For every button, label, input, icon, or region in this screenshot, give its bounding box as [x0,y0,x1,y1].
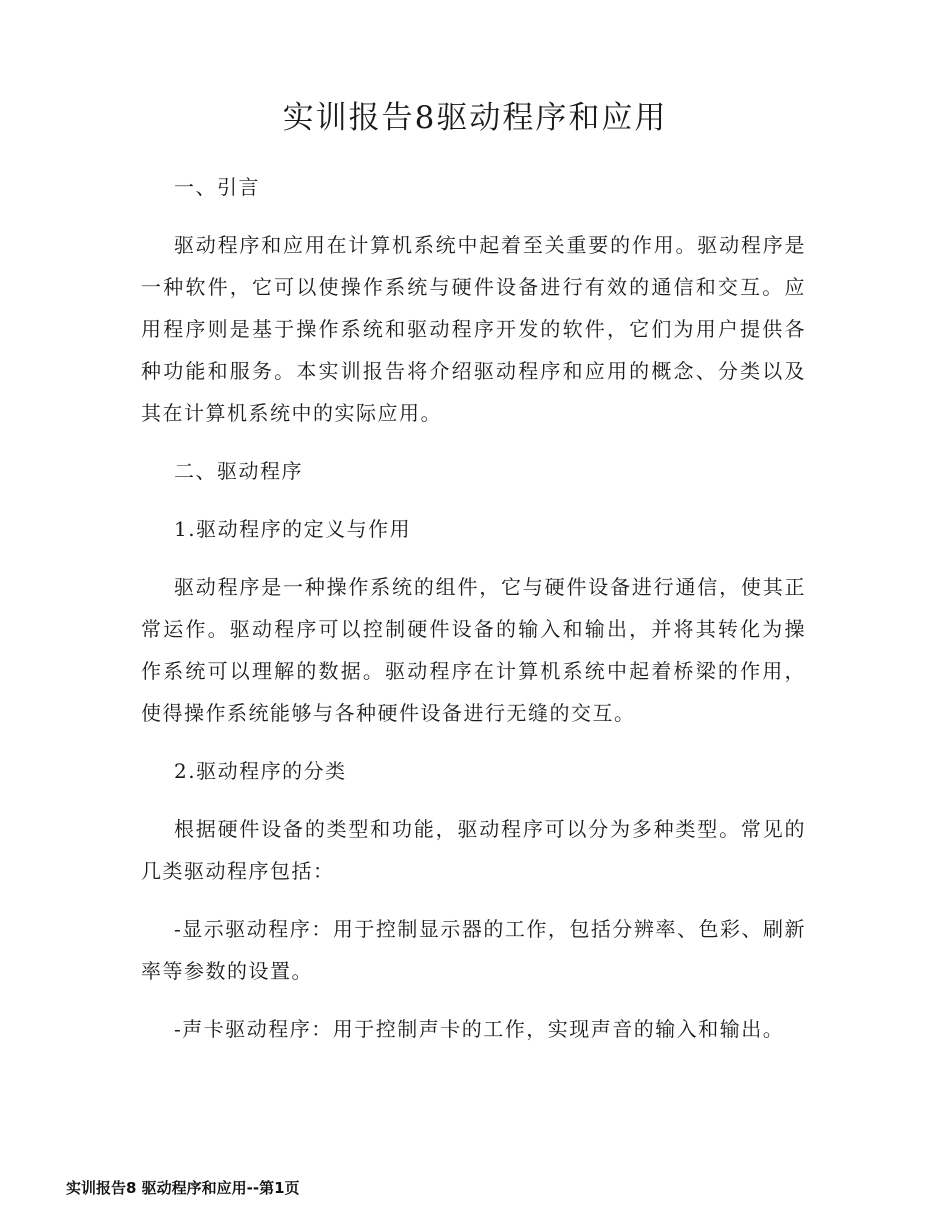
subsection-heading-definition: 1.驱动程序的定义与作用 [174,517,412,541]
paragraph-classification: 根据硬件设备的类型和功能，驱动程序可以分为多种类型。常见的几类驱动程序包括： [141,817,806,883]
paragraph-definition: 驱动程序是一种操作系统的组件，它与硬件设备进行通信，使其正常运作。驱动程序可以控制硬件设备的输入和输出，并将其转化为操作系统可以理解的数据。驱动程序在计算机系统中起着桥梁的作用，使得操作系统能够与各种硬件设备进行无缝的交互。 [141,575,806,725]
document-body [141,166,806,1066]
subsection-heading-classification: 2.驱动程序的分类 [174,759,347,783]
list-item-sound-driver: -声卡驱动程序：用于控制声卡的工作，实现声音的输入和输出。 [174,1017,785,1041]
page-footer: 实训报告8 驱动程序和应用--第1页 [66,1179,300,1197]
paragraph-introduction: 驱动程序和应用在计算机系统中起着至关重要的作用。驱动程序是一种软件，它可以使操作系统与硬件设备进行有效的通信和交互。应用程序则是基于操作系统和驱动程序开发的软件，它们为用户提供各种功能和服务。本实训报告将介绍驱动程序和应用的概念、分类以及其在计算机系统中的实际应用。 [141,233,806,425]
section-heading-drivers: 二、驱动程序 [174,459,303,483]
page-title: 实训报告8驱动程序和应用 [282,100,668,136]
section-heading-introduction: 一、引言 [174,175,260,199]
list-item-display-driver: -显示驱动程序：用于控制显示器的工作，包括分辨率、色彩、刷新率等参数的设置。 [141,917,806,983]
